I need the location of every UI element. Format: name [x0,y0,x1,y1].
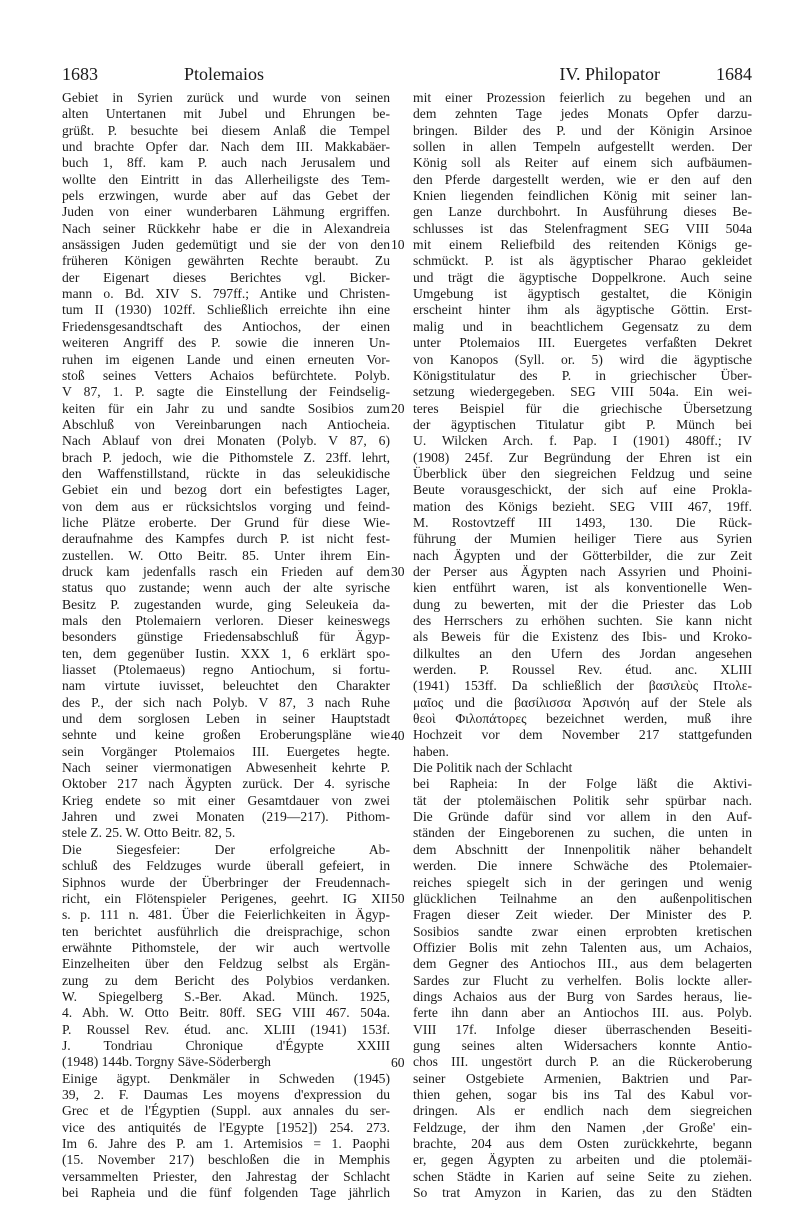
text-line: mals den Ptolemaiern verloren. Dieser keineswegs [62,613,390,628]
text-line: werden. P. Roussel Rev. étud. anc. XLIII [413,662,752,678]
text-line: Königstitulatur des P. in griechischer Über- [413,367,752,383]
text-line: Umgebung ist ägyptisch gestaltet, die Königin [413,286,752,302]
right-running-title: IV. Philopator [559,64,660,84]
text-line: gung seines alten Widersachers konnte Antio- [413,1037,752,1053]
text-line: glücklichen Teilnahme an den außenpolitischen [413,890,752,906]
text-line: richt, ein Flötenspieler Perigenes, geehrt. IG XII [62,890,390,906]
left-text-column [62,90,390,1201]
text-line: schmückt. P. ist als ägyptischer Pharao gekleidet [413,253,752,269]
text-line: θεοὶ Φιλοπάτορες bezeichnet werden, muß ihre [413,711,752,727]
text-line: sollen in allen Tempeln aufgestellt werden. Der [413,139,752,155]
text-line: dem Gegner des Antiochos III., aus dem belagerten [413,956,752,972]
text-line: Gebiet ein und bezog dort ein befestigtes Lager, [62,482,390,498]
text-line: P. Roussel Rev. étud. anc. XLIII (1941) 153f. [62,1021,390,1037]
text-line: 39, 2. F. Daumas Les moyens d'expression du [62,1086,390,1102]
text-line: brachte, 204 aus dem Osten zurückkehrte, begann [413,1136,752,1151]
text-line: V 87, 1. P. sagte die Einstellung der Feindselig- [62,384,390,400]
text-line: erscheint hinter ihm als ägyptische Göttin. Erst- [413,302,752,318]
text-line: mit einer Prozession feierlich zu begehen und an [413,90,752,105]
text-line: Einige ägypt. Denkmäler in Schweden (1945) [62,1070,390,1086]
text-line: stele Z. 25. W. Otto Beitr. 82, 5. [62,825,236,841]
text-line: Einzelheiten über den Feldzug selbst als Ergän- [62,956,390,972]
text-line: zustellen. W. Otto Beitr. 85. Unter ihrem Ein- [62,547,390,563]
text-line: erwähnte Pithomstele, der wir auch wertvolle [62,939,390,955]
text-line: und dem sorglosen Leben in seiner Hauptstadt [62,711,390,727]
text-line: s. p. 111 n. 481. Über die Feierlichkeiten in Ägyp- [62,907,390,923]
line-number: 40 [391,727,405,743]
text-line: Grec et de l'Égyptien (Suppl. aux annales du ser- [62,1103,390,1119]
text-line: der Eigenart dieses Berichtes vgl. Bicker- [62,269,390,285]
text-line: W. Spiegelberg S.-Ber. Akad. Münch. 1925, [62,988,390,1004]
text-line: Die Siegesfeier: Der erfolgreiche Ab- [62,841,390,857]
text-line: dilkultes an den Ufern des Jordan angesehen [413,645,752,661]
text-line: ständen der Eingeborenen zu suchen, die unten in [413,825,752,841]
text-line: μαῖος und die βασίλισσα Ἀρσινόη auf der Stele als [413,694,752,710]
text-line: werden. Die innere Schwäche des Ptolemaier- [413,858,752,874]
text-line: brach P. jedoch, wie die Pithomstele Z. 23ff. lehrt, [62,449,390,465]
text-line: Sosibios sandte zwar einen erprobten kretischen [413,923,752,939]
text-line: tät der ptolemäischen Politik sehr spürbar nach. [413,792,752,808]
text-line: J. Tondriau Chronique d'Égypte XXIII [62,1037,390,1053]
text-line: vice des antiquités de l'Egypte [1952]) 254. 273. [62,1119,390,1135]
text-line: nam virtute iuvisset, beleuchtet den Charakter [62,678,390,694]
text-line: ten berichtet ausführlich die dreisprachige, schon [62,923,390,939]
text-line: Gebiet in Syrien zurück und wurde von seinen [62,90,390,105]
text-line: seiner Ostgebiete Armenien, Baktrien und Par- [413,1070,752,1086]
text-line: Die Politik nach der Schlacht [413,760,573,776]
page-header [62,62,752,86]
text-line: besonders günstige Friedensabschluß für Ägyp- [62,629,390,645]
text-line: unter Ptolemaios III. Euergetes verfaßten Dekret [413,335,752,351]
text-line: 4. Abh. W. Otto Beitr. 80ff. SEG VIII 467. 504a. [62,1005,390,1021]
right-page-number: 1684 [716,64,752,84]
text-line: der Perser aus Ägypten nach Assyrien und Phoini- [413,563,752,579]
text-line: setzung wiedergegeben. SEG VIII 504a. Ein wei- [413,384,752,400]
text-line: von dem aus er rücksichtslos vorging und feind- [62,498,390,514]
text-line: weiteren Angriff des P. sowie die inneren Un- [62,335,390,351]
text-line: (1948) 144b. Torgny Säve-Söderbergh [62,1054,271,1070]
text-line: des P., der sich nach Polyb. V 87, 3 nach Ruhe [62,694,390,710]
left-page-number: 1683 [62,64,98,84]
text-line: liche Plätze eroberte. Der Grund für diese Wie- [62,514,390,530]
text-line: M. Rostovtzeff III 1493, 130. Die Rück- [413,514,752,530]
text-line: stoß seines Vetters Achaios befürchtete. Polyb. [62,367,390,383]
text-line: thien gehen, sogar bis ins Tal des Kabul vor- [413,1086,752,1102]
text-line: Knien liegenden feindlichen König mit seiner lan- [413,188,752,204]
text-line: Hochzeit vor dem November 217 stattgefunden [413,727,752,743]
text-line: sein Vorgänger Ptolemaios III. Euergetes hegte. [62,743,390,759]
text-line: von Kanopos (Syll. or. 5) wird die ägyptische [413,351,752,367]
text-line: teres Beispiel für die griechische Übersetzung [413,400,752,416]
line-number: 30 [391,564,405,580]
text-line: als Beweis für die Existenz des Ibis- und Kroko- [413,629,752,645]
text-line: Oktober 217 nach Ägypten zurück. Der 4. syrische [62,776,390,792]
text-line: sehnte und keine großen Eroberungspläne wie [62,727,390,743]
right-text-column [413,90,752,1201]
line-number: 10 [391,237,405,253]
text-line: dringen. Als er endlich nach dem siegreichen [413,1103,752,1119]
text-line: Offizier Bolis mit zehn Talenten aus, um Achaios, [413,939,752,955]
text-line: früheren Königen gewährten Rechte beraubt. Zu [62,253,390,269]
text-line: Nach seiner viermonatigen Abwesenheit kehrte P. [62,760,390,776]
text-line: chos III. ungestört durch P. an die Rückeroberung [413,1054,752,1070]
text-line: schluß des Feldzuges wurde überall gefeiert, in [62,858,390,874]
text-line: Friedensgesandtschaft des Antiochos, der einen [62,318,390,334]
text-line: wollte den Eintritt in das Allerheiligste des Tem- [62,171,390,187]
text-line: Nach seiner Rückkehr habe er die in Alexandreia [62,220,390,236]
text-line: liasset (Ptolemaeus) regno Antiochum, si fortu- [62,662,390,678]
text-line: Fragen dieser Zeit wieder. Der Minister des P. [413,907,752,923]
line-number: 50 [391,891,405,907]
text-line: zung zu dem Bericht des Polybios verdanken. [62,972,390,988]
text-line: dung zu bewerten, mit der die Priester das Lob [413,596,752,612]
text-line: deraufnahme des Kampfes durch P. ist nicht fest- [62,531,390,547]
text-line: und brachte Opfer dar. Nach dem III. Makkabäer- [62,139,390,155]
text-line: und trägt die ägyptische Doppelkrone. Auch seine [413,269,752,285]
text-line: Die Gründe dafür sind vor allem in den Auf- [413,809,752,825]
text-line: dem zehnten Tage jedes Monats Opfer darzu- [413,106,752,122]
text-line: schen Städte in Karien auf seine Seite zu ziehen. [413,1168,752,1184]
text-line: bei Rapheia und die fünf folgenden Tage jährlich [62,1185,390,1201]
text-line: haben. [413,743,449,759]
text-line: Jahren und zwei Monaten (219—217). Pithom- [62,809,390,825]
text-line: ansässigen Juden gedemütigt und sie der von den [62,237,390,253]
text-line: kien entführt waren, ist als konventionelle Wen- [413,580,752,596]
text-line: den Pferde dargestellt werden, wie er den auf den [413,171,752,187]
text-line: Nach Ablauf von drei Monaten (Polyb. V 87, 6) [62,433,390,449]
text-line: mation des Königs bezieht. SEG VIII 467, 19ff. [413,498,752,514]
text-line: (1908) 245f. Zur Begründung der Ehren ist ein [413,449,752,465]
text-line: König soll als Reiter auf einem sich aufbäumen- [413,155,752,171]
text-line: mann o. Bd. XIV S. 797ff.; Antike und Christen- [62,286,390,302]
text-line: keiten für ein Jahr zu und sandte Sosibios zum [62,400,390,416]
text-line: status quo zustande; wenn auch der alte syrische [62,580,390,596]
text-line: Sardes zur Flucht zu verhelfen. Bolis lockte aller- [413,972,752,988]
text-line: des Herrschers zu erhöhen suchten. Sie kann nicht [413,613,752,628]
text-line: Krieg endete so mit einer Gesamtdauer von zwei [62,792,390,808]
text-line: Feldzuge, der ihm den Namen ‚der Große' ein- [413,1119,752,1135]
text-line: Juden von einer wunderbaren Lähmung ergriffen. [62,204,390,220]
text-line: dem Abschnitt der Innenpolitik näher behandelt [413,841,752,857]
text-line: mit einem Reliefbild des reitenden Königs ge- [413,237,752,253]
text-line: führung der Mumien heiliger Tiere aus Syrien [413,531,752,547]
text-line: Überblick über den siegreichen Feldzug und seine [413,465,752,481]
text-line: U. Wilcken Arch. f. Pap. I (1901) 480ff.; IV [413,433,752,449]
text-line: alten Untertanen mit Jubel und Ehrungen be- [62,106,390,122]
line-number: 60 [391,1054,405,1070]
text-line: nach Ägypten und der Götterbilder, die zur Zeit [413,547,752,563]
text-line: Beute vorausgeschickt, der sich auf eine Prokla- [413,482,752,498]
text-line: ferte ihn dann aber an Antiochos III. aus. Polyb. [413,1005,752,1021]
text-line: grüßt. P. besuchte bei diesem Anlaß die Tempel [62,122,390,138]
text-line: Im 6. Jahre des P. am 1. Artemisios = 1. Paophi [62,1136,390,1151]
text-line: gen Lanze durchbohrt. In Ausführung dieses Be- [413,204,752,220]
text-line: So trat Amyzon in Karien, das zu den Städten [413,1185,752,1201]
text-line: bei Rapheia: In der Folge läßt die Aktivi- [413,776,752,792]
text-line: tum II (1930) 102ff. Schließlich erreichte ihn eine [62,302,390,318]
text-line: ten, dem gegenüber Iustin. XXX 1, 6 erklärt spo- [62,645,390,661]
line-number: 20 [391,400,405,416]
text-line: malig und in beachtlichem Gegensatz zu dem [413,318,752,334]
text-line: VIII 17f. Infolge dieser überraschenden Beseiti- [413,1021,752,1037]
text-line: versammelten Priester, den Jahrestag der Schlacht [62,1168,390,1184]
text-line: Siphnos wurde der Überbringer der Freudennach- [62,874,390,890]
text-line: schlusses ist das Stelenfragment SEG VIII 504a [413,220,752,236]
text-line: bringen. Bilder des P. und der Königin Arsinoe [413,122,752,138]
text-line: reiches spiegelt sich in der geringen und wenig [413,874,752,890]
text-line: dings Achaios aus der Burg von Sardes heraus, lie- [413,988,752,1004]
text-line: den Waffenstillstand, rückte in das seleukidische [62,465,390,481]
text-line: druck kam jedenfalls rasch ein Frieden auf dem [62,563,390,579]
left-running-title: Ptolemaios [184,64,264,84]
text-line: ruhen im eigenen Lande und einen erneuten Vor- [62,351,390,367]
text-line: (15. November 217) beschloßen die in Memphis [62,1152,390,1168]
text-line: der ägyptischen Titulatur gibt P. Münch bei [413,416,752,432]
text-line: Besitz P. zugestanden wurde, ging Seleukeia da- [62,596,390,612]
text-line: buch 1, 8ff. kam P. auch nach Jerusalem und [62,155,390,171]
text-line: Abschluß von Vereinbarungen nach Antiocheia. [62,416,390,432]
text-line: er, gegen Ägypten zu arbeiten und die ptolemäi- [413,1152,752,1168]
text-line: (1941) 153ff. Da schließlich der βασιλεὺς Πτολε- [413,678,752,694]
text-line: pels erzwingen, wurde aber auf das Gebet der [62,188,390,204]
